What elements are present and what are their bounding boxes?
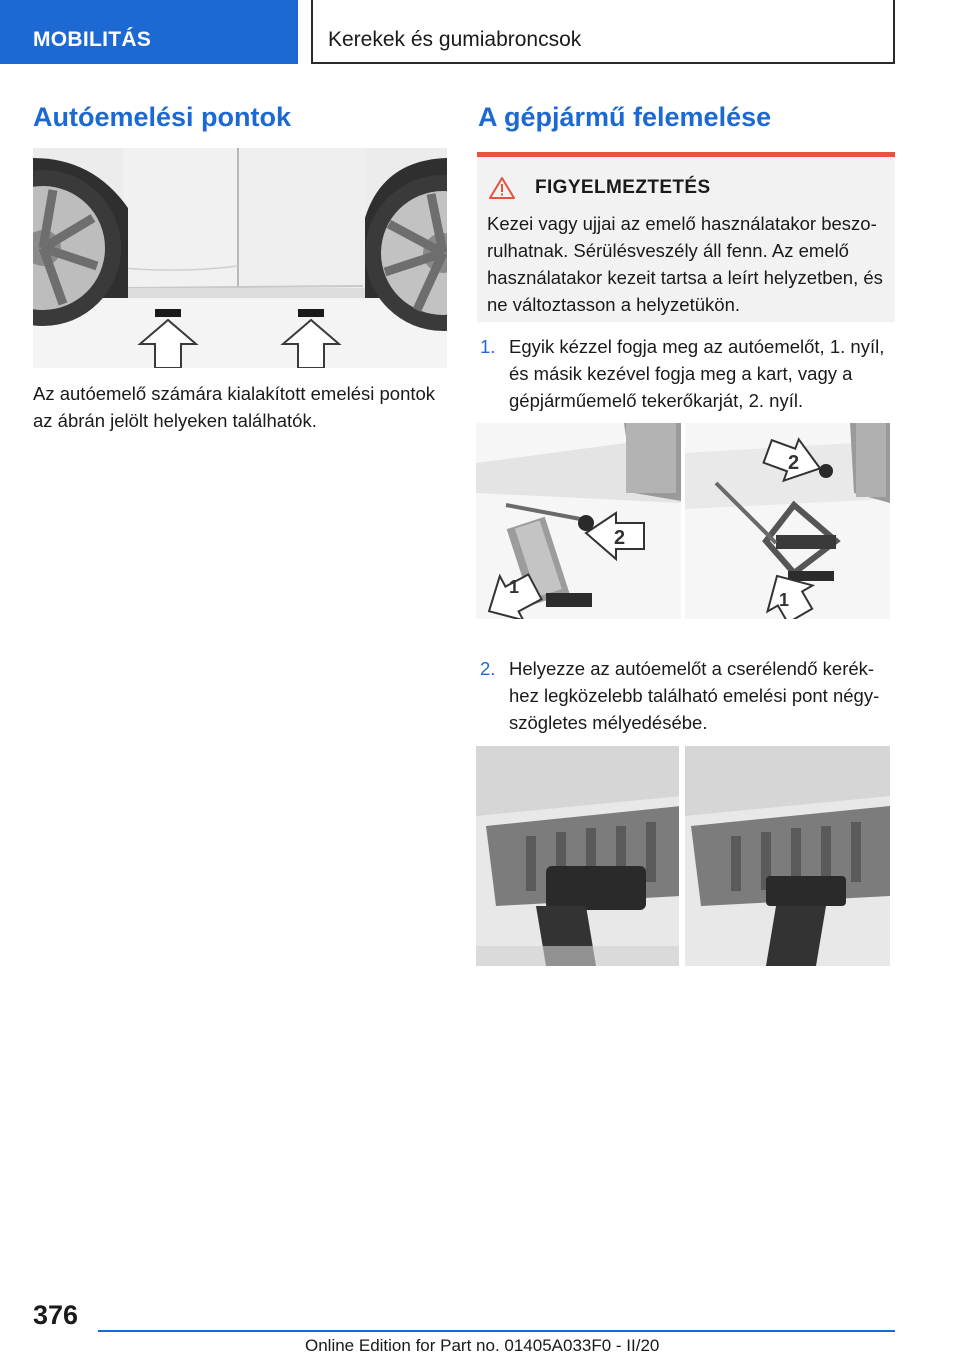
step-line: szögletes mélyedésébe. (509, 712, 708, 733)
footer-edition: Online Edition for Part no. 01405A033F0 - II/20 (305, 1336, 660, 1355)
figure-jack-handling (476, 423, 890, 619)
footer-divider (98, 1330, 895, 1332)
arrow-label: 2 (788, 452, 800, 474)
warning-box (477, 152, 895, 322)
header-section-label: MOBILITÁS (33, 28, 152, 51)
header-chapter-box (311, 0, 895, 64)
figure-jack-placement (476, 746, 890, 966)
step-number: 2. (480, 658, 496, 679)
step-text (509, 655, 895, 736)
warning-triangle-icon (489, 176, 515, 200)
warning-text (487, 210, 889, 318)
step-line: hez legközelebb található emelési pont négy- (509, 685, 880, 706)
step-number: 1. (480, 336, 496, 357)
step-2 (480, 655, 895, 736)
section-title-lifting-points: Autóemelési pontok (33, 102, 292, 132)
header-chapter-label: Kerekek és gumiabroncsok (328, 28, 582, 51)
step-line: Egyik kézzel fogja meg az autóemelőt, 1. nyíl, (509, 336, 885, 357)
arrow-label: 1 (779, 590, 790, 610)
warning-line: rulhatnak. Sérülésveszély áll fenn. Az emelő (487, 240, 849, 261)
page-number: 376 (33, 1300, 79, 1330)
warning-title: FIGYELMEZTETÉS (535, 177, 711, 198)
step-line: gépjárműemelő tekerőkarját, 2. nyíl. (509, 390, 804, 411)
warning-line: használatakor kezeit tartsa a leírt helyzetben, és (487, 267, 883, 288)
caption-line: az ábrán jelölt helyeken találhatók. (33, 410, 317, 431)
warning-line: Kezei vagy ujjai az emelő használatakor beszo- (487, 213, 877, 234)
header-section-bar (0, 0, 298, 64)
step-1 (480, 333, 895, 414)
arrow-label: 1 (509, 577, 520, 597)
step-text (509, 333, 895, 414)
caption-line: Az autóemelő számára kialakított emelési pontok (33, 383, 436, 404)
step-line: Helyezze az autóemelőt a cserélendő kerék- (509, 658, 875, 679)
warning-line: ne változtasson a helyzetükön. (487, 294, 740, 315)
caption-lifting-points (33, 380, 453, 434)
section-title-raising-vehicle: A gépjármű felemelése (478, 102, 772, 132)
warning-header (489, 175, 711, 201)
figure-lifting-points (33, 148, 447, 368)
step-line: és másik kezével fogja meg a kart, vagy a (509, 363, 853, 384)
arrow-label: 2 (614, 527, 626, 549)
